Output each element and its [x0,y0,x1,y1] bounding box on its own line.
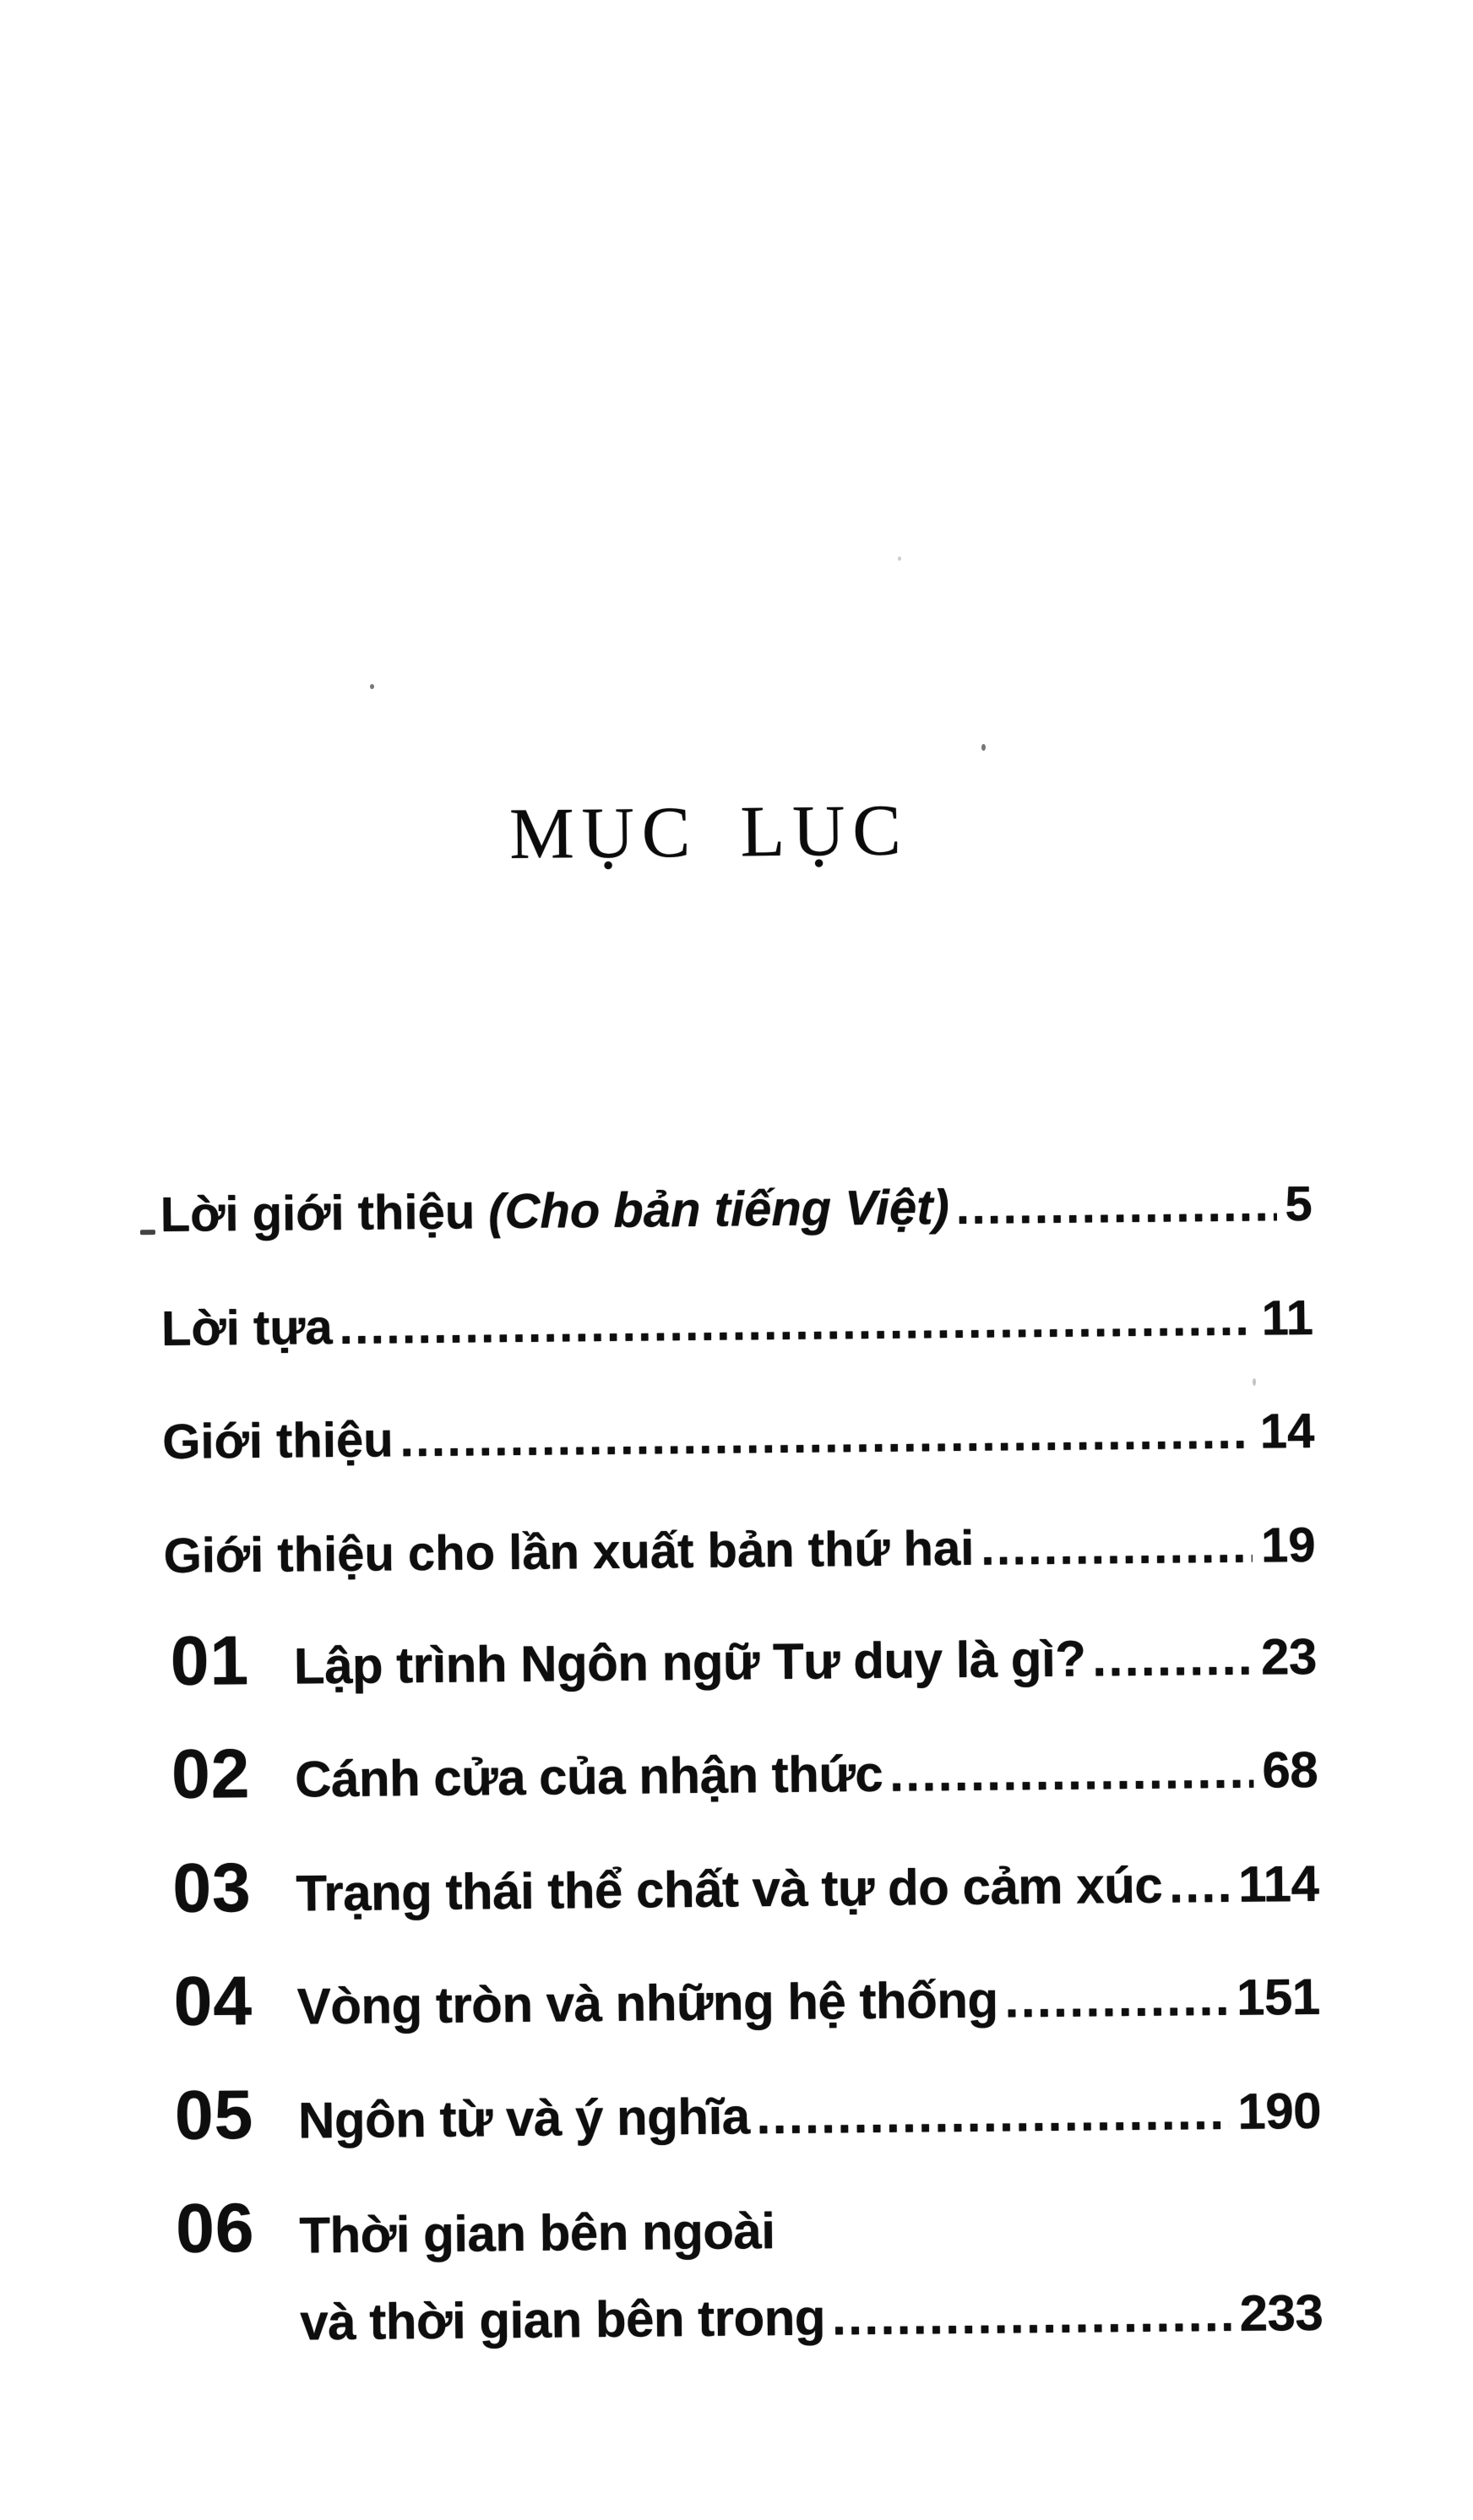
chapter-title-line-1: Thời gian bên ngoài [299,2202,775,2264]
scan-speck [370,684,374,689]
page-number: 233 [1239,2284,1324,2342]
dot-leader [1169,1860,1231,1911]
toc-entry-label-italic: (Cho bản tiếng Việt) [487,1180,950,1240]
scan-speck [140,1230,155,1235]
chapter-title: Trạng thái thể chất và tự do cảm xúc [296,1856,1163,1922]
dot-leader [1004,1973,1228,2026]
page-number: 23 [1260,1627,1318,1686]
dot-leader [339,1295,1253,1352]
chapter-title-line-2-row [300,2284,1324,2351]
chapter-title: Lập trình Ngôn ngữ Tư duy là gì? [293,1630,1086,1695]
chapter-title: Cánh cửa của nhận thức [294,1745,883,1808]
scan-speck [981,744,986,751]
toc-entry-gioi-thieu-lan-hai [163,1517,1316,1583]
chapter-number: 05 [174,2076,254,2154]
scan-speck [898,557,901,561]
chapter-title: Vòng tròn và những hệ thống [296,1971,998,2035]
dot-leader [889,1746,1254,1800]
page-number: 190 [1237,2082,1322,2140]
page-number: 11 [1261,1290,1314,1346]
toc-entry-chapter-06 [170,2184,1324,2349]
toc-entry-label: Lời tựa [160,1300,333,1356]
chapter-title-line-2: và thời gian bên trong [300,2289,826,2351]
chapter-number: 06 [175,2189,255,2267]
page-number: 151 [1236,1968,1321,2026]
chapter-number: 03 [171,1849,253,1927]
page-number: 68 [1262,1741,1318,1799]
dot-leader [955,1180,1276,1232]
page-title: MỤC LỤC [508,789,910,875]
toc-entry-chapter-01 [164,1616,1318,1700]
page-number: 19 [1260,1517,1316,1573]
page-number: 114 [1237,1855,1319,1913]
dot-leader [756,2087,1229,2142]
dot-leader [832,2289,1231,2343]
toc-entry-label: Giới thiệu cho lần xuất bản thứ hai [163,1520,975,1583]
toc-entry-label: Giới thiệu [162,1412,394,1469]
toc-entry-loi-gioi-thieu [160,1176,1313,1242]
toc-entry-chapter-04 [167,1957,1321,2040]
toc-entry-chapter-05 [169,2071,1322,2154]
page-number: 14 [1259,1403,1315,1459]
chapter-title: Ngôn từ và ý nghĩa [297,2088,750,2149]
toc-entry-loi-tua [160,1290,1314,1356]
dot-leader [981,1522,1253,1573]
chapter-number: 04 [173,1962,253,2040]
toc-entry-chapter-02 [166,1730,1318,1813]
dot-leader [1092,1632,1253,1685]
dot-leader [400,1408,1252,1465]
toc-entry-chapter-03 [166,1844,1319,1927]
page-number: 5 [1285,1176,1313,1232]
scan-speck [1253,1378,1256,1386]
chapter-title-lines [299,2184,1324,2349]
chapter-number: 02 [171,1735,251,1813]
toc-entry-label: Lời giới thiệu [160,1184,476,1242]
toc-entry-gioi-thieu [162,1403,1315,1469]
chapter-number: 01 [170,1622,250,1700]
